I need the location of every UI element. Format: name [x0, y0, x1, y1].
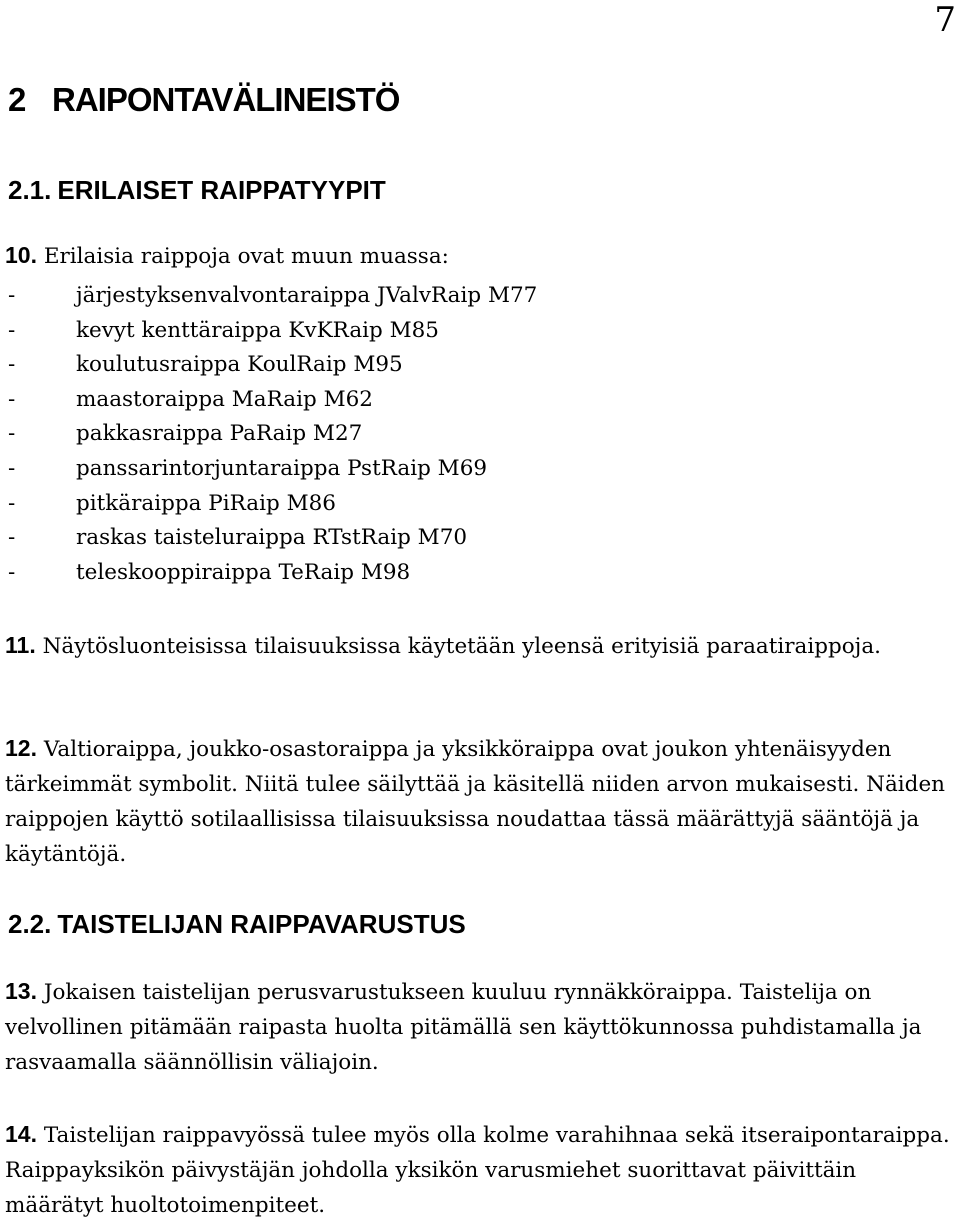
paragraph-number: 13.	[5, 978, 37, 1004]
paragraph-14	[5, 1117, 955, 1223]
list-item: - pakkasraippa PaRaip M27	[8, 421, 363, 447]
list-item: - raskas taisteluraippa RTstRaip M70	[8, 525, 468, 551]
list-item: - panssarintorjuntaraippa PstRaip M69	[8, 455, 488, 481]
list-item: - järjestyksenvalvontaraippa JValvRaip M77	[8, 283, 538, 308]
paragraph-text: Erilaisia raippoja ovat muun muassa:	[43, 244, 449, 269]
subsection-title: ERILAISET RAIPPATYYPIT	[57, 175, 386, 205]
subsection-heading-2-2	[8, 906, 466, 942]
paragraph-text: Jokaisen taistelijan perusvarustukseen kuuluu rynnäkköraippa. Taistelija on velvollinen pitämään raipasta huolta pitämällä sen käyttökunnossa puhdistamalla ja rasvaamalla säännöllisin väliajoin.	[5, 980, 922, 1075]
list-item: - pitkäraippa PiRaip M86	[8, 490, 336, 516]
section-title: RAIPONTAVÄLINEISTÖ	[52, 81, 400, 118]
subsection-number: 2.2.	[8, 909, 52, 939]
list-item: - teleskooppiraippa TeRaip M98	[8, 559, 411, 585]
paragraph-number: 11.	[5, 632, 36, 658]
list-item: - kevyt kenttäraippa KvKRaip M85	[8, 317, 439, 343]
subsection-number: 2.1.	[8, 175, 52, 205]
page-number: 7	[934, 0, 956, 40]
paragraph-text: Valtioraippa, joukko-osastoraippa ja yksikköraippa ovat joukon yhtenäisyyden tärkeimmät symbolit. Niitä tulee säilyttää ja käsitellä niiden arvon mukaisesti. Näiden raippojen käyttö sotilaallisissa tilaisuuksissa noudattaa tässä määrättyjä sääntöjä ja käytäntöjä.	[5, 737, 946, 867]
paragraph-number: 14.	[5, 1121, 37, 1147]
raippa-type-list	[8, 279, 537, 590]
subsection-title: TAISTELIJAN RAIPPAVARUSTUS	[57, 909, 466, 939]
subsection-heading-2-1	[8, 172, 386, 208]
paragraph-number: 10.	[5, 242, 37, 268]
paragraph-10-intro	[5, 238, 955, 274]
paragraph-11	[5, 628, 955, 664]
list-item: - maastoraippa MaRaip M62	[8, 386, 373, 412]
paragraph-text: Näytösluonteisissa tilaisuuksissa käytetään yleensä erityisiä paraatiraippoja.	[42, 634, 881, 659]
list-item: - koulutusraippa KoulRaip M95	[8, 352, 403, 378]
paragraph-12	[5, 731, 955, 872]
paragraph-text: Taistelijan raippavyössä tulee myös olla kolme varahihnaa sekä itseraipontaraippa. Raippayksikön päivystäjän johdolla yksikön varusmiehet suorittavat päivittäin määrätyt huoltotoimenpiteet.	[5, 1123, 950, 1218]
paragraph-number: 12.	[5, 735, 37, 761]
paragraph-13	[5, 974, 955, 1080]
section-heading	[8, 78, 399, 122]
section-number: 2	[8, 81, 26, 118]
